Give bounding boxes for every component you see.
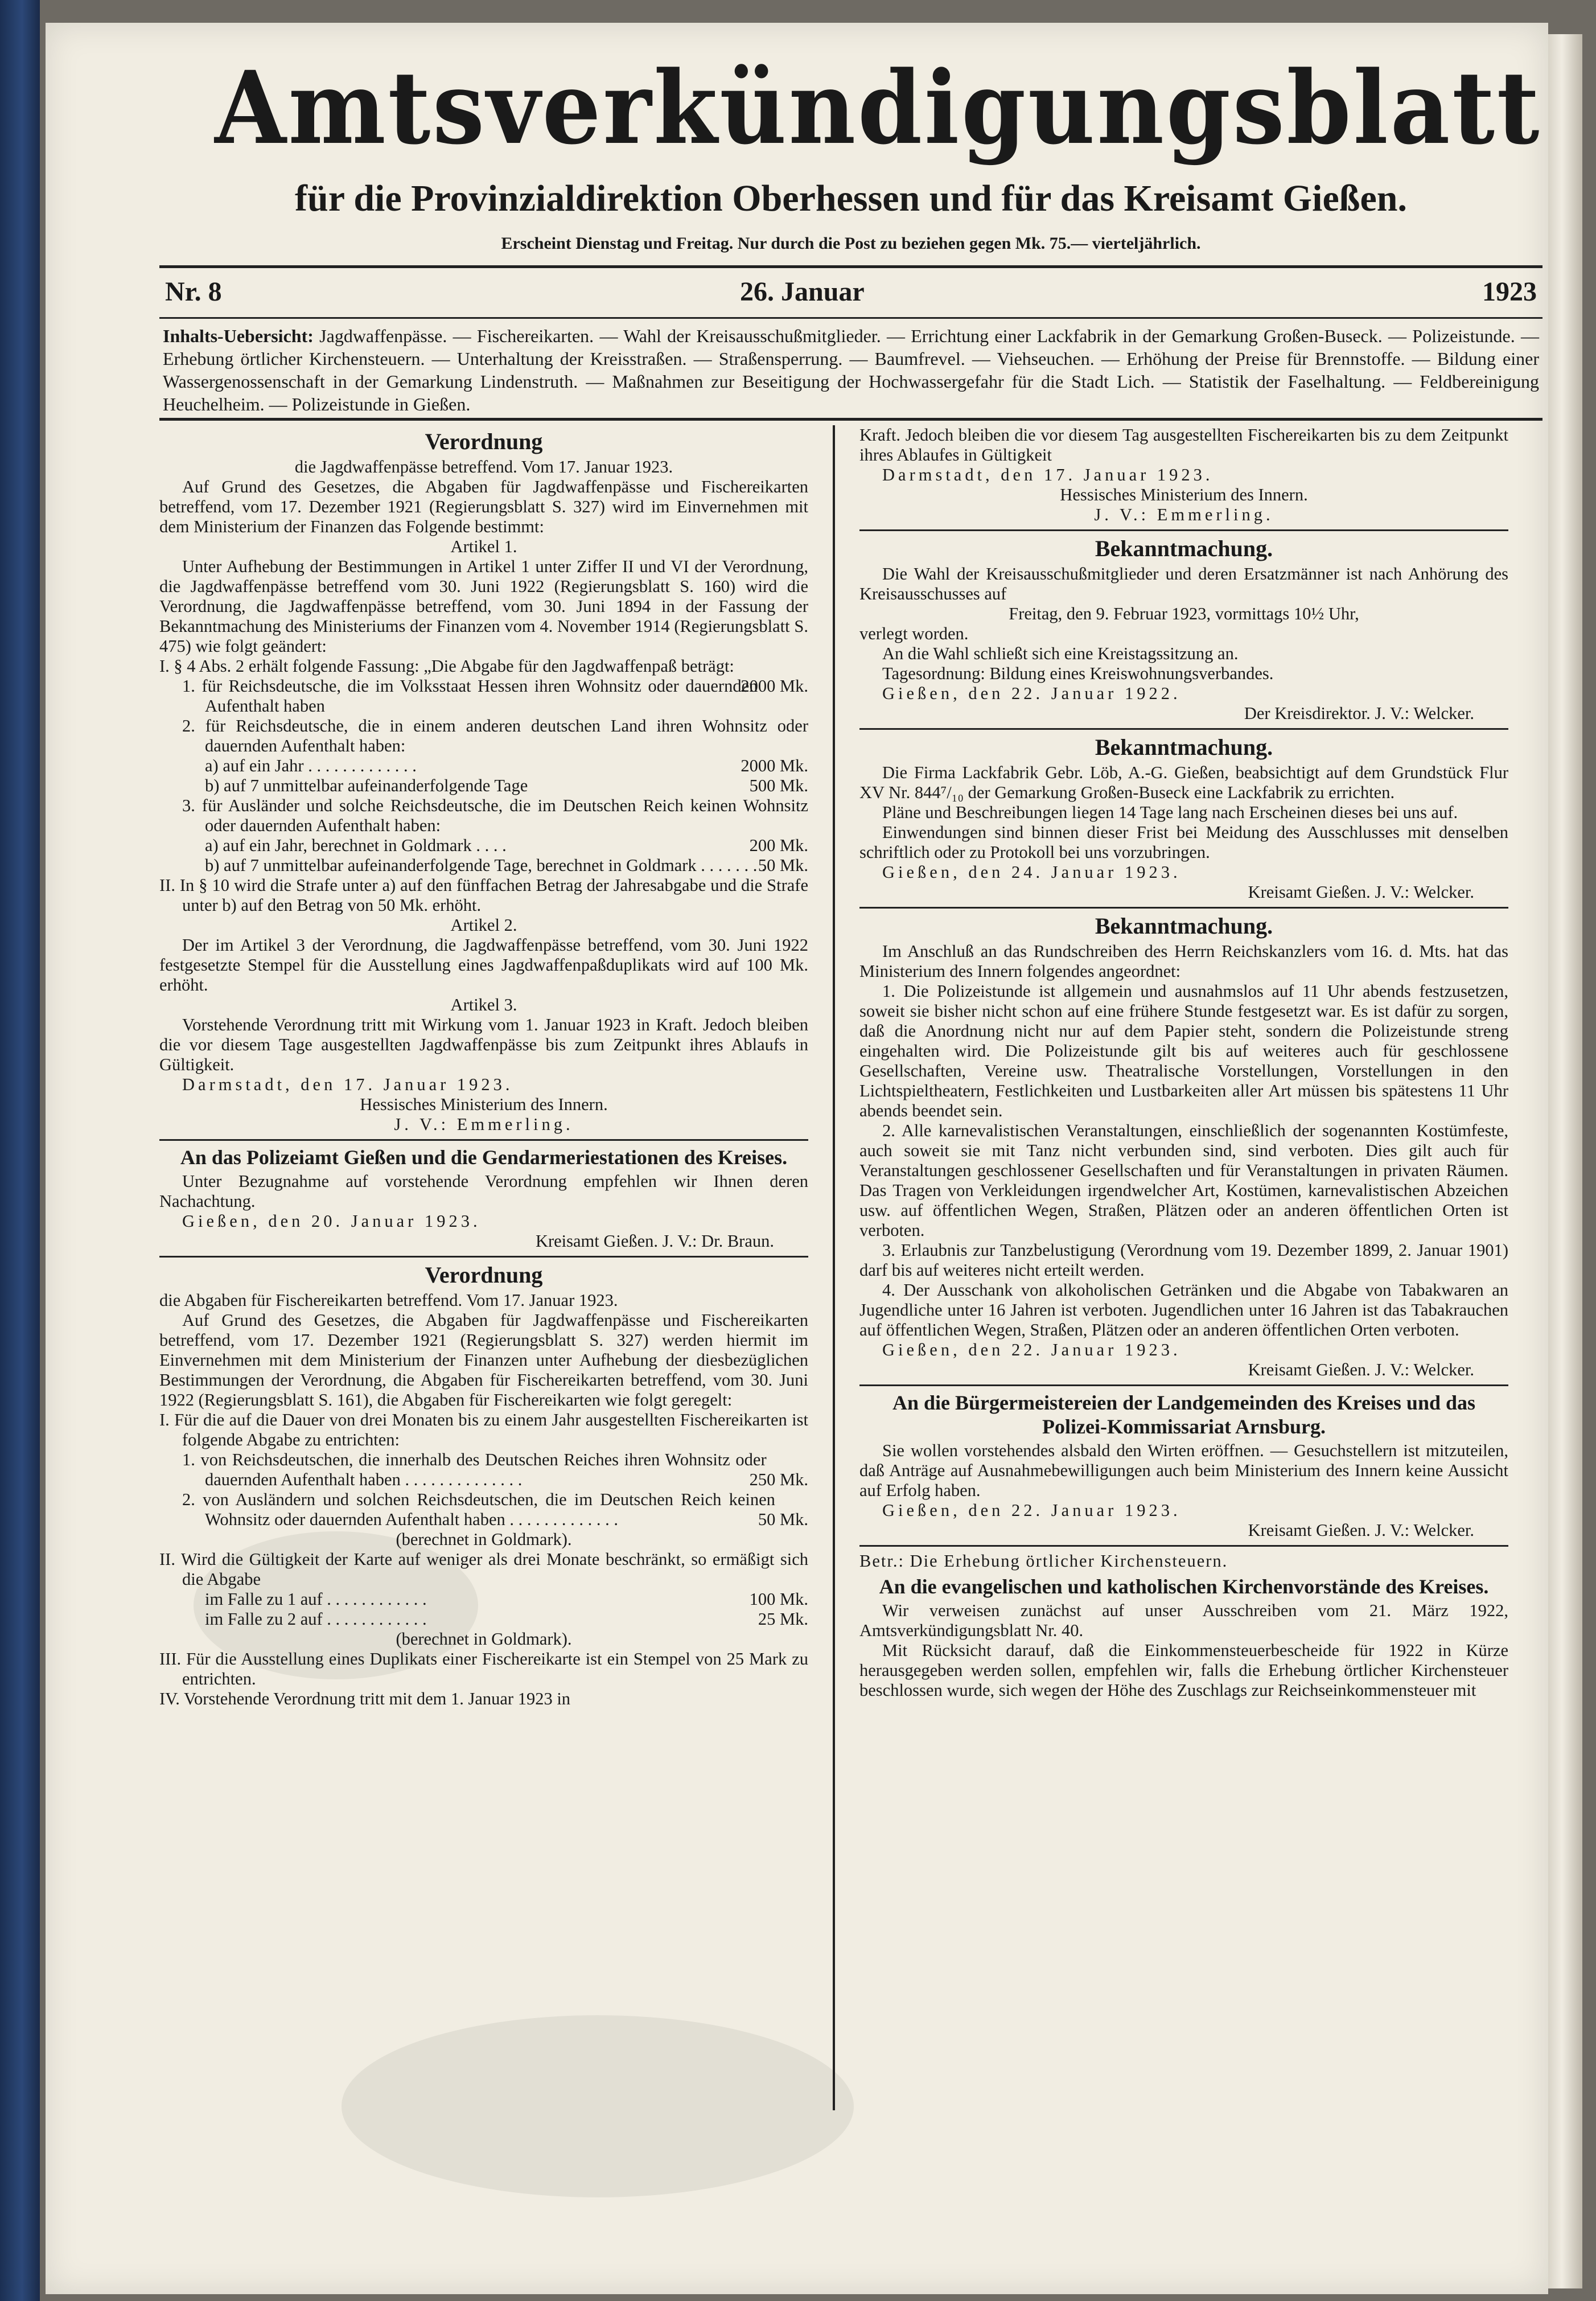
fee-row <box>159 1490 808 1530</box>
fee-row <box>159 856 808 876</box>
paragraph: Auf Grund des Gesetzes, die Abgaben für Jagdwaffenpässe und Fischereikarten betreffend, vom 17. Dezember 1921 (Regierungsblatt S. 327) werden hiermit im Einvernehmen mit dem Ministerium der Finanzen unter Aufhebung der diesbezüglichen Bestimmungen der Verordnung, die Abgaben für Fischereikarten betreffend, vom 30. Juni 1922 (Regierungsblatt S. 161), die Abgaben für Fischereikarten wie folgt geregelt: <box>159 1310 808 1410</box>
signature: Kreisamt Gießen. J. V.: Dr. Braun. <box>535 1231 774 1251</box>
paragraph: Kraft. Jedoch bleiben die vor diesem Tag ausgestellten Fischereikarten bis zu dem Zeitpunkt ihres Ablaufes in Gültigkeit <box>859 425 1508 465</box>
list-item: 2. für Reichsdeutsche, die in einem anderen deutschen Land ihren Wohnsitz oder dauernden Aufenthalt haben: <box>182 716 808 755</box>
signature: Kreisamt Gießen. J. V.: Welcker. <box>1248 1521 1474 1540</box>
fee-row <box>159 1589 808 1609</box>
divider <box>159 1256 808 1258</box>
fee-label: a) auf ein Jahr . . . . . . . . . . . . . <box>205 756 417 775</box>
paragraph: Die Firma Lackfabrik Gebr. Löb, A.-G. Gießen, beabsichtigt auf dem Grundstück Flur XV Nr. 844⁷/₁₀ der Gemarkung Großen-Buseck eine Lackfabrik zu errichten. <box>859 763 1508 802</box>
paragraph: Pläne und Beschreibungen liegen 14 Tage lang nach Erscheinen dieses bei uns auf. <box>882 803 1458 822</box>
list-item: I. Für die auf die Dauer von drei Monaten bis zu einem Jahr ausgestellten Fischereikarten ist folgende Abgabe zu entrichten: <box>159 1410 808 1449</box>
paragraph: Der im Artikel 3 der Verordnung, die Jagdwaffenpässe betreffend, vom 30. Juni 1922 festgesetzte Stempel für die Ausstellung eines Jagdwaffenpaßduplikats wird auf 100 Mk. erhöht. <box>159 935 808 995</box>
table-of-contents <box>159 319 1542 421</box>
signature: Kreisamt Gießen. J. V.: Welcker. <box>1248 1360 1474 1379</box>
article-number: Artikel 2. <box>450 915 517 935</box>
list-item: I. § 4 Abs. 2 erhält folgende Fassung: „Die Abgabe für den Jagdwaffenpaß beträgt: <box>159 656 734 676</box>
fee-row <box>159 1609 808 1629</box>
place-date: Gießen, den 22. Januar 1923. <box>882 1501 1181 1520</box>
paragraph: 2. Alle karnevalistischen Veranstaltungen, einschließlich der sogenannten Kostümfeste, auch soweit sie mit Tanz nicht verbunden sind, sind verboten. Dies gilt auch für Veranstaltungen geschlossener Gesellschaften und für Veranstaltungen in privaten Räumen. Das Tragen von Verkleidungen irgendwelcher Art, Kostümen, karnevalistischen Abzeichen usw. auf öffentlichen Wegen, Straßen, Plätzen oder an anderen öffentlichen Orten ist verboten. <box>859 1121 1508 1240</box>
article-title: Bekanntmachung. <box>1095 734 1273 760</box>
place-date: Gießen, den 22. Januar 1922. <box>882 684 1181 703</box>
fee-label: 1. von Reichsdeutschen, die innerhalb des Deutschen Reiches ihren Wohnsitz oder dauernden Aufenthalt haben . . . . . . . . . . . . . . <box>182 1450 767 1489</box>
article-number: Artikel 1. <box>450 537 517 556</box>
fee-row <box>159 756 808 776</box>
paragraph: 4. Der Ausschank von alkoholischen Getränken und die Abgabe von Tabakwaren an Jugendliche unter 16 Jahren ist verboten. Jugendlichen unter 16 Jahren ist das Tabakrauchen auf öffentlichen Wegen, Straßen, Plätzen oder an anderen öffentlichen Orten verboten. <box>859 1280 1508 1339</box>
place-date: Gießen, den 20. Januar 1923. <box>182 1211 481 1231</box>
fee-amount: 50 Mk. <box>758 1510 808 1529</box>
fee-amount: 2000 Mk. <box>741 676 808 696</box>
fee-label: a) auf ein Jahr, berechnet in Goldmark . . . . <box>205 836 507 855</box>
paragraph: Vorstehende Verordnung tritt mit Wirkung vom 1. Januar 1923 in Kraft. Jedoch bleiben die vor diesem Tage ausgestellten Jagdwaffenpässe bis zum Zeitpunkt ihres Ablaufs in Gültigkeit. <box>159 1015 808 1074</box>
issue-line <box>159 265 1542 319</box>
paragraph: verlegt worden. <box>859 624 969 643</box>
column-divider <box>833 425 835 2110</box>
paragraph: Auf Grund des Gesetzes, die Abgaben für Jagdwaffenpässe und Fischereikarten betreffend, vom 17. Dezember 1921 (Regierungsblatt S. 327) wird im Einvernehmen mit dem Ministerium der Finanzen das Folgende bestimmt: <box>159 477 808 536</box>
paragraph: Tagesordnung: Bildung eines Kreiswohnungsverbandes. <box>882 664 1274 683</box>
fee-amount: 100 Mk. <box>749 1589 808 1609</box>
fee-amount: 2000 Mk. <box>741 756 808 775</box>
fee-row <box>159 676 808 716</box>
fee-row <box>159 836 808 856</box>
book-spine <box>0 0 40 2301</box>
signature: Kreisamt Gießen. J. V.: Welcker. <box>1248 882 1474 902</box>
article-title: Verordnung <box>425 1262 543 1288</box>
article-title: Verordnung <box>425 429 543 454</box>
paragraph: Unter Aufhebung der Bestimmungen in Artikel 1 unter Ziffer II und VI der Verordnung, die Jagdwaffenpässe betreffend vom 30. Juni 1922 (Regierungsblatt S. 160) wird die Verordnung, die Jagdwaffenpässe betreffend, vom 30. Juni 1894 in der Fassung der Bekanntmachung des Ministeriums der Finanzen vom 4. November 1914 (Regierungsblatt S. 475) wie folgt geändert: <box>159 557 808 656</box>
sheet <box>159 46 1542 2133</box>
fee-label: 1. für Reichsdeutsche, die im Volksstaat Hessen ihren Wohnsitz oder dauernden Aufenthalt haben <box>182 676 758 716</box>
article-title: An das Polizeiamt Gießen und die Gendarmeriestationen des Kreises. <box>180 1146 788 1169</box>
list-item: III. Für die Ausstellung eines Duplikats einer Fischereikarte ist ein Stempel von 25 Mark zu entrichten. <box>159 1649 808 1688</box>
fee-label: im Falle zu 2 auf . . . . . . . . . . . . <box>205 1609 427 1629</box>
fee-label: im Falle zu 1 auf . . . . . . . . . . . . <box>205 1589 427 1609</box>
note: (berechnet in Goldmark). <box>396 1629 572 1649</box>
fee-amount: 25 Mk. <box>758 1609 808 1629</box>
paragraph: Sie wollen vorstehendes alsbald den Wirten eröffnen. — Gesuchstellern ist mitzuteilen, daß Anträge auf Ausnahmebewilligungen auch beim Ministerium des Innern keine Aussicht auf Erfolg haben. <box>859 1441 1508 1500</box>
article-title: An die evangelischen und katholischen Kirchenvorstände des Kreises. <box>879 1575 1489 1598</box>
page-edge <box>1548 34 1582 2288</box>
paragraph: 1. Die Polizeistunde ist allgemein und ausnahmslos auf 11 Uhr abends festzusetzen, soweit sie bisher nicht schon auf eine frühere Stunde festgesetzt war. Es ist dafür zu sorgen, daß die Anordnung nicht nur auf dem Papier steht, sondern die Polizeistunde streng eingehalten wird. Die Polizeistunde gilt bis auf weiteres auch für geschlossene Gesellschaften, Vereine usw. Theatralische Vorstellungen, Vorstellungen in den Lichtspieltheatern, Festlichkeiten und Lustbarkeiten aller Art müssen bis spätestens 11 Uhr abends beendet sein. <box>859 981 1508 1120</box>
ministry: Hessisches Ministerium des Innern. <box>1060 485 1308 504</box>
masthead-title: Amtsverkündigungsblatt <box>215 49 1542 167</box>
list-item: II. In § 10 wird die Strafe unter a) auf den fünffachen Betrag der Jahresabgabe und die Strafe unter b) auf den Betrag von 50 Mk. erhöht. <box>159 876 808 915</box>
masthead <box>159 46 1542 257</box>
article-title: Bekanntmachung. <box>1095 913 1273 939</box>
paragraph: Mit Rücksicht darauf, daß die Einkommensteuerbescheide für 1922 in Kürze herausgegeben werden sollen, empfehlen wir, falls die Erhebung örtlicher Kirchensteuer beschlossen wurde, sich wegen der Höhe des Zuschlags zur Reichseinkommensteuer mit <box>859 1641 1508 1700</box>
signature: Der Kreisdirektor. J. V.: Welcker. <box>1244 704 1474 723</box>
fee-row <box>159 1450 808 1490</box>
note: (berechnet in Goldmark). <box>396 1530 572 1549</box>
divider <box>859 907 1508 909</box>
paragraph: Wir verweisen zunächst auf unser Ausschreiben vom 21. März 1922, Amtsverkündigungsblatt Nr. 40. <box>859 1601 1508 1640</box>
place-date: Gießen, den 22. Januar 1923. <box>882 1340 1181 1359</box>
issue-date: 26. Januar <box>740 277 865 307</box>
paragraph: Freitag, den 9. Februar 1923, vormittags 10½ Uhr, <box>1009 604 1359 623</box>
masthead-subtitle: für die Provinzialdirektion Oberhessen und für das Kreisamt Gießen. <box>295 178 1407 219</box>
place-date: Darmstadt, den 17. Januar 1923. <box>882 465 1214 484</box>
fee-row <box>159 776 808 796</box>
columns <box>159 425 1542 2133</box>
contents-label: Inhalts-Uebersicht: <box>163 326 314 346</box>
fee-label: b) auf 7 unmittelbar aufeinanderfolgende Tage <box>205 776 528 795</box>
divider <box>859 1545 1508 1547</box>
right-column <box>859 425 1508 1700</box>
article-subtitle: die Abgaben für Fischereikarten betreffend. Vom 17. Januar 1923. <box>159 1291 618 1310</box>
paragraph: Im Anschluß an das Rundschreiben des Herrn Reichskanzlers vom 16. d. Mts. hat das Ministerium des Innern folgendes angeordnet: <box>859 942 1508 981</box>
list-item: 3. für Ausländer und solche Reichsdeutsche, die im Deutschen Reich keinen Wohnsitz oder dauernden Aufenthalt haben: <box>182 796 808 835</box>
paragraph: Unter Bezugnahme auf vorstehende Verordnung empfehlen wir Ihnen deren Nachachtung. <box>159 1172 808 1211</box>
contents-text: Jagdwaffenpässe. — Fischereikarten. — Wahl der Kreisausschußmitglieder. — Errichtung einer Lackfabrik in der Gemarkung Großen-Buseck. — Polizeistunde. — Erhebung örtlicher Kirchensteuern. — Unterhaltung der Kreisstraßen. — Straßensperrung. — Baumfrevel. — Viehseuchen. — Erhöhung der Preise für Brennstoffe. — Bildung einer Wassergenossenschaft in der Gemarkung Lindenstruth. — Maßnahmen zur Beseitigung der Hochwassergefahr für die Stadt Lich. — Statistik der Faselhaltung. — Feldbereinigung Heuchelheim. — Polizeistunde in Gießen. <box>163 326 1540 414</box>
newspaper-page <box>46 23 1548 2294</box>
signature: J. V.: Emmerling. <box>1094 505 1274 524</box>
fee-amount: 250 Mk. <box>749 1470 808 1489</box>
article-title: Bekanntmachung. <box>1095 536 1273 561</box>
divider <box>859 728 1508 730</box>
fee-label: 2. von Ausländern und solchen Reichsdeutschen, die im Deutschen Reich keinen Wohnsitz oder dauernden Aufenthalt haben . . . . . . . . . . . . . <box>182 1490 775 1529</box>
paragraph: 3. Erlaubnis zur Tanzbelustigung (Verordnung vom 19. Dezember 1899, 2. Januar 1901) darf bis auf weiteres nicht erteilt werden. <box>859 1240 1508 1280</box>
issue-year: 1923 <box>1482 277 1537 307</box>
ministry: Hessisches Ministerium des Innern. <box>360 1095 608 1114</box>
paragraph: Die Wahl der Kreisausschußmitglieder und deren Ersatzmänner ist nach Anhörung des Kreisausschusses auf <box>859 564 1508 603</box>
fee-label: b) auf 7 unmittelbar aufeinanderfolgende Tage, berechnet in Goldmark . . . . . . . . <box>205 856 766 875</box>
paragraph: An die Wahl schließt sich eine Kreistagssitzung an. <box>882 644 1239 663</box>
divider <box>159 1139 808 1141</box>
article-subtitle: die Jagdwaffenpässe betreffend. Vom 17. Januar 1923. <box>294 457 673 476</box>
fee-amount: 500 Mk. <box>749 776 808 795</box>
issue-number: Nr. 8 <box>165 277 222 307</box>
list-item: II. Wird die Gültigkeit der Karte auf weniger als drei Monate beschränkt, so ermäßigt sich die Abgabe <box>159 1550 808 1589</box>
left-column <box>159 425 808 1709</box>
list-item: IV. Vorstehende Verordnung tritt mit dem 1. Januar 1923 in <box>159 1689 571 1708</box>
signature: J. V.: Emmerling. <box>394 1115 574 1134</box>
fee-amount: 50 Mk. <box>758 856 808 875</box>
article-number: Artikel 3. <box>450 995 517 1014</box>
subject-line: Betr.: Die Erhebung örtlicher Kirchensteuern. <box>859 1551 1228 1571</box>
divider <box>859 529 1508 531</box>
article-title: An die Bürgermeistereien der Landgemeinden des Kreises und das Polizei-Kommissariat Arnsburg. <box>892 1391 1476 1438</box>
place-date: Gießen, den 24. Januar 1923. <box>882 862 1181 882</box>
masthead-appears: Erscheint Dienstag und Freitag. Nur durch die Post zu beziehen gegen Mk. 75.— vierteljährlich. <box>501 234 1201 253</box>
place-date: Darmstadt, den 17. Januar 1923. <box>182 1075 513 1094</box>
divider <box>859 1384 1508 1386</box>
fee-amount: 200 Mk. <box>749 836 808 855</box>
paragraph: Einwendungen sind binnen dieser Frist bei Meidung des Ausschlusses mit denselben schriftlich oder zu Protokoll bei uns vorzubringen. <box>859 823 1508 862</box>
